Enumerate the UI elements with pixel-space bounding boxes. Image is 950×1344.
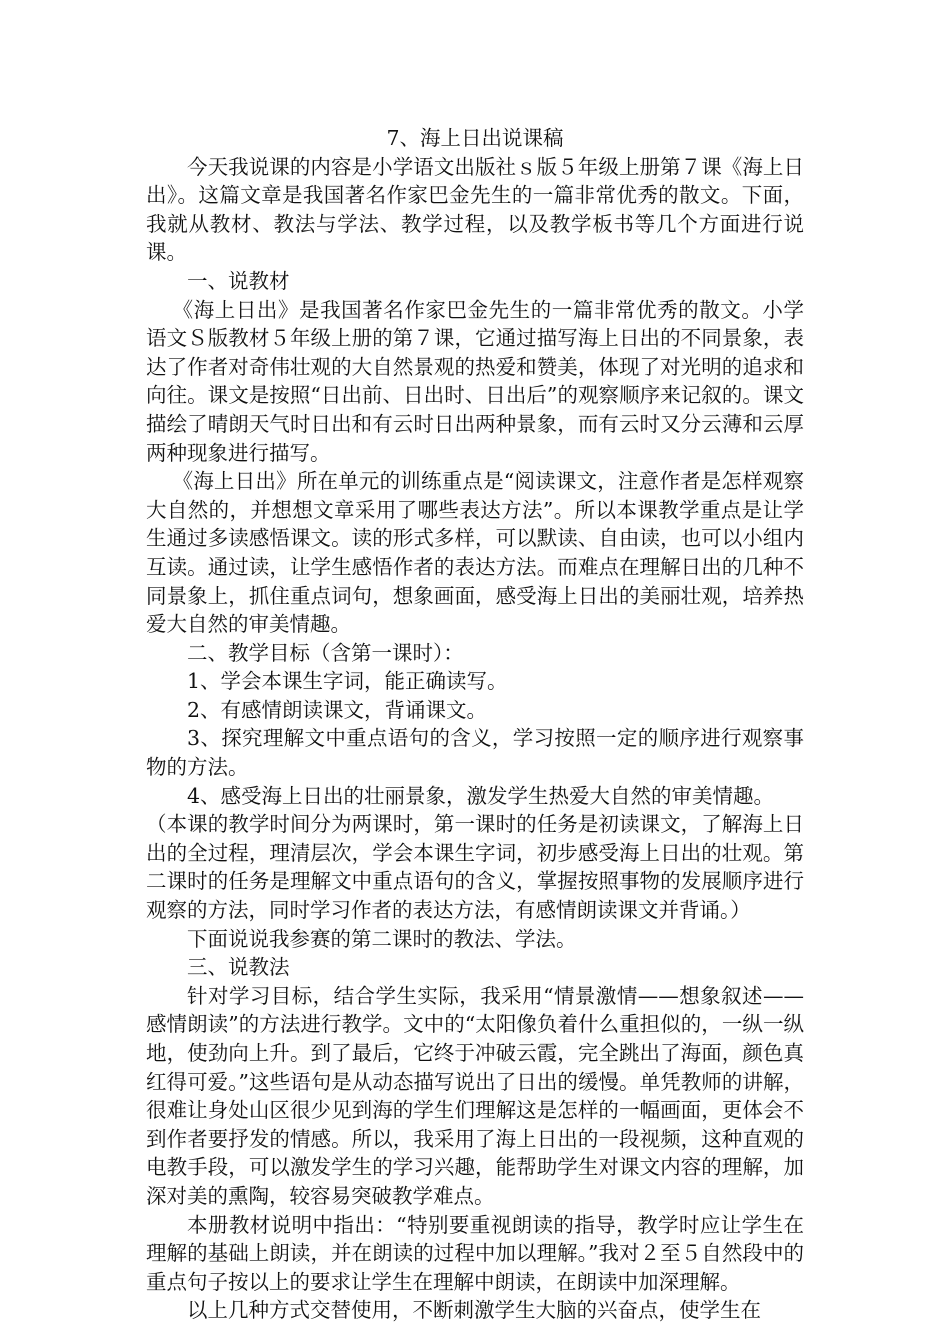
document-body <box>146 124 804 1325</box>
reading-guidance-paragraph: 本册教材说明中指出：“特别要重视朗读的指导，教学时应让学生在理解的基础上朗读，并在朗读的过程中加以理解。”我对２至５自然段中的重点句子按以上的要求让学生在理解中朗读，在朗读中加深理解。 <box>146 1212 804 1294</box>
section-heading-methods: 三、说教法 <box>187 955 290 980</box>
goal-item: 2、有感情朗读课文，背诵课文。 <box>187 697 488 722</box>
section-heading-textbook: 一、说教材 <box>187 268 290 293</box>
document-title: 7、海上日出说课稿 <box>386 126 564 150</box>
goal-item: 4、感受海上日出的壮丽景象，激发学生热爱大自然的审美情趣。 <box>187 783 775 808</box>
intro-paragraph: 今天我说课的内容是小学语文出版社ｓ版５年级上册第７课《海上日出》。这篇文章是我国著名作家巴金先生的一篇非常优秀的散文。下面，我就从教材、教法与学法、教学过程，以及教学板书等几个方面进行说课。 <box>146 154 804 265</box>
unit-focus-paragraph: 《海上日出》所在单元的训练重点是“阅读课文，注意作者是怎样观察大自然的，并想想文章采用了哪些表达方法”。所以本课教学重点是让学生通过多读感悟课文。读的形式多样，可以默读、自由读，也可以小组内互读。通过读，让学生感悟作者的表达方法。而难点在理解日出的几种不同景象上，抓住重点词句，想象画面，感受海上日出的美丽壮观，培养热爱大自然的审美情趣。 <box>146 469 804 637</box>
closing-paragraph: 以上几种方式交替使用，不断刺激学生大脑的兴奋点，使学生在 <box>187 1298 761 1323</box>
section-heading-goals: 二、教学目标（含第一课时）： <box>187 640 464 665</box>
transition-paragraph: 下面说说我参赛的第二课时的教法、学法。 <box>187 926 577 951</box>
goal-item: 1、学会本课生字词，能正确读写。 <box>187 669 508 694</box>
methods-paragraph: 针对学习目标，结合学生实际，我采用“情景激情——想象叙述——感情朗读”的方法进行教学。文中的“太阳像负着什么重担似的，一纵一纵地，使劲向上升。到了最后，它终于冲破云霞，完全跳出了海面，颜色真红得可爱。”这些语句是从动态描写说出了日出的缓慢。单凭教师的讲解，很难让身处山区很少见到海的学生们理解这是怎样的一幅画面，更体会不到作者要抒发的情感。所以，我采用了海上日出的一段视频，这种直观的电教手段，可以激发学生的学习兴趣，能帮助学生对课文内容的理解，加深对美的熏陶，较容易突破教学难点。 <box>146 983 804 1208</box>
goal-item: 3、探究理解文中重点语句的含义，学习按照一定的顺序进行观察事物的方法。 <box>146 726 804 780</box>
schedule-note-paragraph: （本课的教学时间分为两课时，第一课时的任务是初读课文，了解海上日出的全过程，理清层次，学会本课生字词，初步感受海上日出的壮观。第二课时的任务是理解文中重点语句的含义，掌握按照事物的发展顺序进行观察的方法，同时学习作者的表达方法，有感情朗读课文并背诵。） <box>146 812 804 923</box>
textbook-paragraph: 《海上日出》是我国著名作家巴金先生的一篇非常优秀的散文。小学语文Ｓ版教材５年级上册的第７课，它通过描写海上日出的不同景象，表达了作者对奇伟壮观的大自然景观的热爱和赞美，体现了对光明的追求和向往。课文是按照“日出前、日出时、日出后”的观察顺序来记叙的。课文描绘了晴朗天气时日出和有云时日出两种景象，而有云时又分云薄和云厚两种现象进行描写。 <box>146 297 804 465</box>
